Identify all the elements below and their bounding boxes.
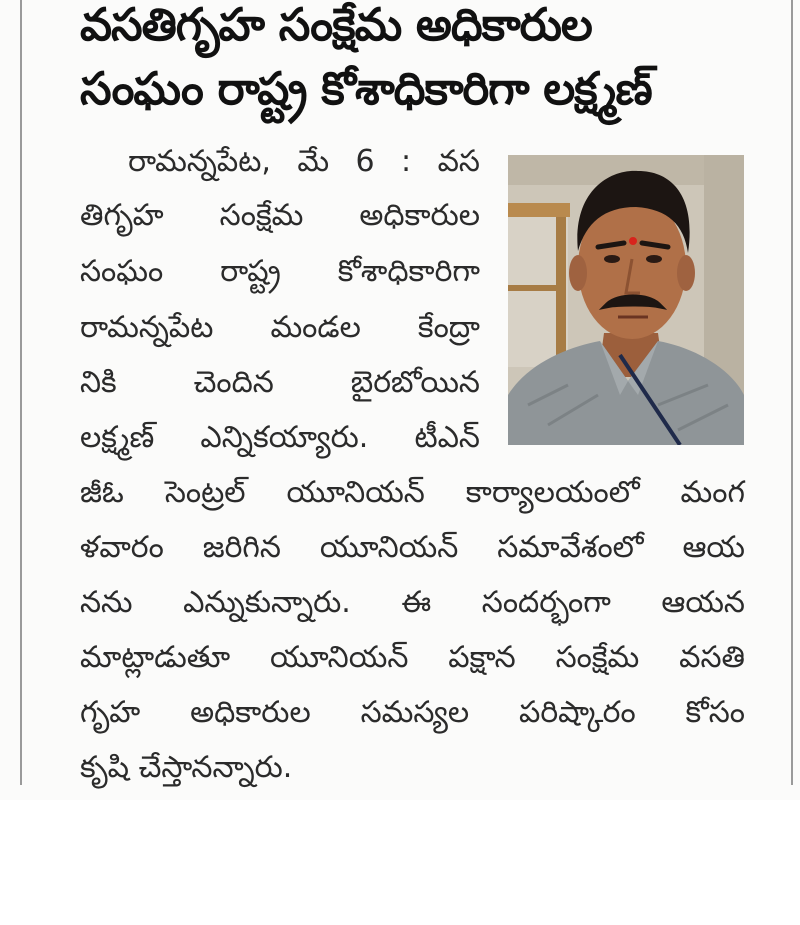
- body-line-4: రామన్నపేట మండల కేంద్రా: [80, 310, 480, 345]
- body-line-3: సంఘం రాష్ట్ర కోశాధికారిగా: [80, 254, 480, 289]
- body-line-9: నను ఎన్నుకున్నారు. ఈ సందర్భంగా ఆయన: [80, 585, 745, 620]
- headline-line-1: వసతిగృహ సంక్షేమ అధికారుల: [80, 0, 592, 51]
- column-rule-right: [791, 0, 793, 785]
- body-line-2: తిగృహ సంక్షేమ అధికారుల: [80, 198, 480, 233]
- body-line-7: జీఓ సెంట్రల్ యూనియన్ కార్యాలయంలో మంగ: [80, 475, 745, 510]
- column-rule-left: [20, 0, 22, 785]
- body-line-8: ళవారం జరిగిన యూనియన్ సమావేశంలో ఆయ: [80, 530, 745, 565]
- body-line-1: రామన్నపేట, మే 6 : వస: [128, 144, 480, 179]
- headline-line-2: సంఘం రాష్ట్ర కోశాధికారిగా లక్ష్మణ్: [80, 62, 652, 115]
- body-line-5: నికి చెందిన బైరబోయిన: [80, 365, 480, 400]
- body-line-11: గృహ అధికారుల సమస్యల పరిష్కారం కోసం: [80, 695, 745, 730]
- body-line-10: మాట్లాడుతూ యూనియన్ పక్షాన సంక్షేమ వసతి: [80, 640, 745, 675]
- body-line-6: లక్ష్మణ్ ఎన్నికయ్యారు. టీఎన్: [80, 420, 480, 455]
- portrait-photo: [508, 155, 744, 445]
- body-line-12: కృషి చేస్తానన్నారు.: [80, 750, 293, 785]
